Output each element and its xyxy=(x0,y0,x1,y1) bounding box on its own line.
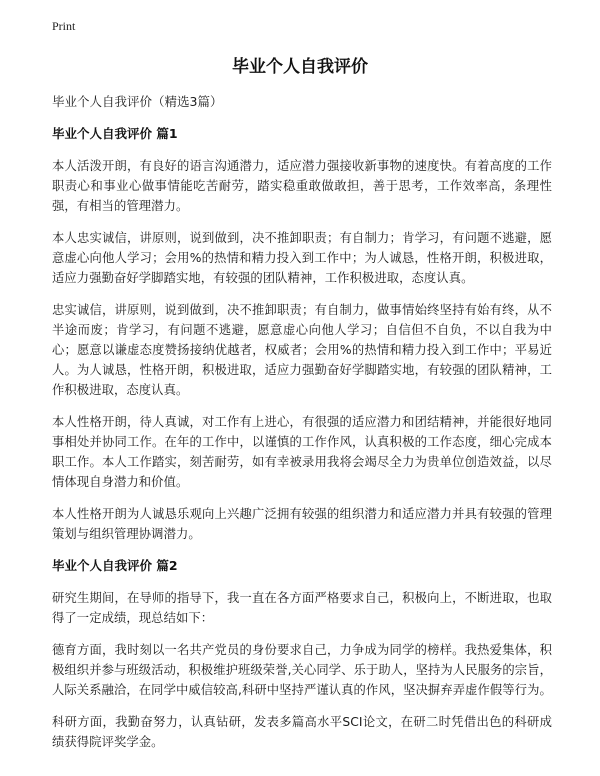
paragraph: 德育方面，我时刻以一名共产党员的身份要求自己，力争成为同学的榜样。我热爱集体，积极组织并参与班级活动，积极维护班级荣誉,关心同学、乐于助人，坚持为人民服务的宗旨，人际关系融洽，在同学中威信较高,科研中坚持严谨认真的作风，坚决摒弃弄虚作假等行为。 xyxy=(52,643,552,697)
paragraph: 忠实诚信，讲原则，说到做到，决不推卸职责；有自制力，做事情始终坚持有始有终，从不半途而废；肯学习，有问题不逃避，愿意虚心向他人学习；自信但不自负，不以自我为中心；愿意以谦虚态度赞扬接纳优越者，权威者；会用%的热情和精力投入到工作中；平易近人。为人诚恳，性格开朗，积极进取，适应力强勤奋好学脚踏实地，有较强的团队精神，工作积极进取，态度认真。 xyxy=(52,303,552,397)
print-link[interactable]: Print xyxy=(52,19,76,33)
section-1 xyxy=(52,124,552,544)
paragraph: 本人性格开朗为人诚恳乐观向上兴趣广泛拥有较强的组织潜力和适应潜力并具有较强的管理策划与组织管理协调潜力。 xyxy=(52,507,552,541)
section-2 xyxy=(52,556,552,752)
paragraph: 研究生期间，在导师的指导下，我一直在各方面严格要求自己，积极向上，不断进取，也取得了一定成绩，现总结如下： xyxy=(52,591,552,625)
section-heading: 毕业个人自我评价 篇1 xyxy=(52,126,178,141)
paragraph: 本人性格开朗，待人真诚，对工作有上进心，有很强的适应潜力和团结精神，并能很好地同事相处并协同工作。在年的工作中，以谨慎的工作作风，认真积极的工作态度，细心完成本职工作。本人工作踏实，刻苦耐劳，如有幸被录用我将会竭尽全力为贵单位创造效益，以尽情体现自身潜力和价值。 xyxy=(52,415,552,489)
paragraph: 本人忠实诚信，讲原则，说到做到，决不推卸职责；有自制力；肯学习，有问题不逃避，愿意虚心向他人学习；会用%的热情和精力投入到工作中；为人诚恳，性格开朗，积极进取，适应力强勤奋好学脚踏实地，有较强的团队精神，工作积极进取，态度认真。 xyxy=(52,231,552,285)
page-title: 毕业个人自我评价 xyxy=(232,57,368,77)
paragraph: 本人活泼开朗，有良好的语言沟通潜力，适应潜力强接收新事物的速度快。有着高度的工作职责心和事业心做事情能吃苦耐劳，踏实稳重敢做敢担，善于思考，工作效率高，条理性强，有相当的管理潜力。 xyxy=(52,159,552,213)
document-subtitle: 毕业个人自我评价（精选3篇） xyxy=(52,94,223,109)
document-body xyxy=(52,92,552,764)
paragraph: 科研方面，我勤奋努力，认真钻研，发表多篇高水平SCI论文，在研二时凭借出色的科研成绩获得院评奖学金。 xyxy=(52,715,552,749)
section-heading: 毕业个人自我评价 篇2 xyxy=(52,558,178,573)
